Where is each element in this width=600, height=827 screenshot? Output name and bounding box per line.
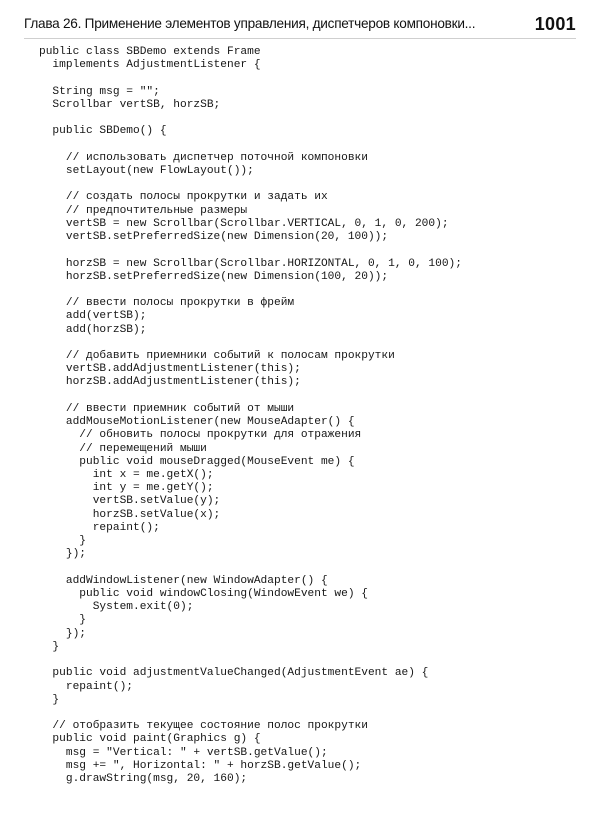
code-line: });	[39, 627, 86, 640]
code-line	[39, 707, 462, 720]
code-line: // добавить приемники событий к полосам прокрутки	[39, 350, 395, 363]
code-line	[39, 139, 462, 152]
code-line: setLayout(new FlowLayout());	[39, 164, 254, 177]
code-listing	[39, 46, 462, 786]
code-line: public SBDemo() {	[39, 125, 167, 138]
code-line: // обновить полосы прокрутки для отражения	[39, 429, 362, 442]
code-line: add(vertSB);	[39, 310, 147, 323]
code-line	[39, 112, 462, 125]
running-header	[24, 14, 576, 40]
code-line: }	[39, 640, 60, 653]
code-line	[39, 654, 462, 667]
code-line: // ввести приемник событий от мыши	[39, 402, 295, 415]
code-line: public void paint(Graphics g) {	[39, 733, 261, 746]
code-line	[39, 562, 462, 575]
chapter-title: Глава 26. Применение элементов управления, диспетчеров компоновки...	[24, 16, 476, 31]
code-line: addMouseMotionListener(new MouseAdapter() {	[39, 416, 355, 429]
code-line	[39, 337, 462, 350]
code-line: // отобразить текущее состояние полос прокрутки	[39, 720, 368, 733]
code-line: // предпочтительные размеры	[39, 204, 248, 217]
code-line: implements AdjustmentListener {	[39, 59, 261, 72]
code-line: repaint();	[39, 521, 160, 534]
code-line: String msg = "";	[39, 85, 160, 98]
code-line: // использовать диспетчер поточной компоновки	[39, 151, 368, 164]
code-line: }	[39, 614, 86, 627]
code-line	[39, 390, 462, 403]
code-line: }	[39, 693, 60, 706]
code-line: }	[39, 535, 86, 548]
header-divider	[24, 38, 576, 39]
code-line: g.drawString(msg, 20, 160);	[39, 773, 248, 786]
code-line: int y = me.getY();	[39, 482, 214, 495]
code-line: public void windowClosing(WindowEvent we) {	[39, 587, 368, 600]
code-line: horzSB.setValue(x);	[39, 508, 221, 521]
code-line	[39, 72, 462, 85]
code-line: vertSB = new Scrollbar(Scrollbar.VERTICAL, 0, 1, 0, 200);	[39, 217, 449, 230]
code-line: horzSB.setPreferredSize(new Dimension(100, 20));	[39, 270, 389, 283]
code-line: repaint();	[39, 680, 133, 693]
code-line: msg = "Vertical: " + vertSB.getValue();	[39, 746, 328, 759]
code-line: // ввести полосы прокрутки в фрейм	[39, 297, 295, 310]
code-line: Scrollbar vertSB, horzSB;	[39, 98, 221, 111]
code-line: add(horzSB);	[39, 323, 147, 336]
code-line	[39, 284, 462, 297]
code-line: msg += ", Horizontal: " + horzSB.getValue();	[39, 759, 362, 772]
code-line: vertSB.addAdjustmentListener(this);	[39, 363, 301, 376]
code-line: vertSB.setPreferredSize(new Dimension(20, 100));	[39, 231, 389, 244]
code-line: int x = me.getX();	[39, 469, 214, 481]
code-line: horzSB = new Scrollbar(Scrollbar.HORIZONTAL, 0, 1, 0, 100);	[39, 257, 462, 270]
code-line: public void adjustmentValueChanged(AdjustmentEvent ae) {	[39, 667, 429, 680]
code-line: horzSB.addAdjustmentListener(this);	[39, 376, 301, 389]
code-line: });	[39, 548, 86, 561]
code-line: addWindowListener(new WindowAdapter() {	[39, 574, 328, 587]
code-line: // создать полосы прокрутки и задать их	[39, 191, 328, 204]
code-line	[39, 178, 462, 191]
code-line: System.exit(0);	[39, 601, 194, 614]
code-line: public void mouseDragged(MouseEvent me) {	[39, 455, 355, 468]
page-number: 1001	[534, 14, 576, 34]
code-line: vertSB.setValue(y);	[39, 495, 221, 508]
code-line: // перемещений мыши	[39, 442, 207, 455]
code-line	[39, 244, 462, 257]
code-line: public class SBDemo extends Frame	[39, 46, 261, 58]
